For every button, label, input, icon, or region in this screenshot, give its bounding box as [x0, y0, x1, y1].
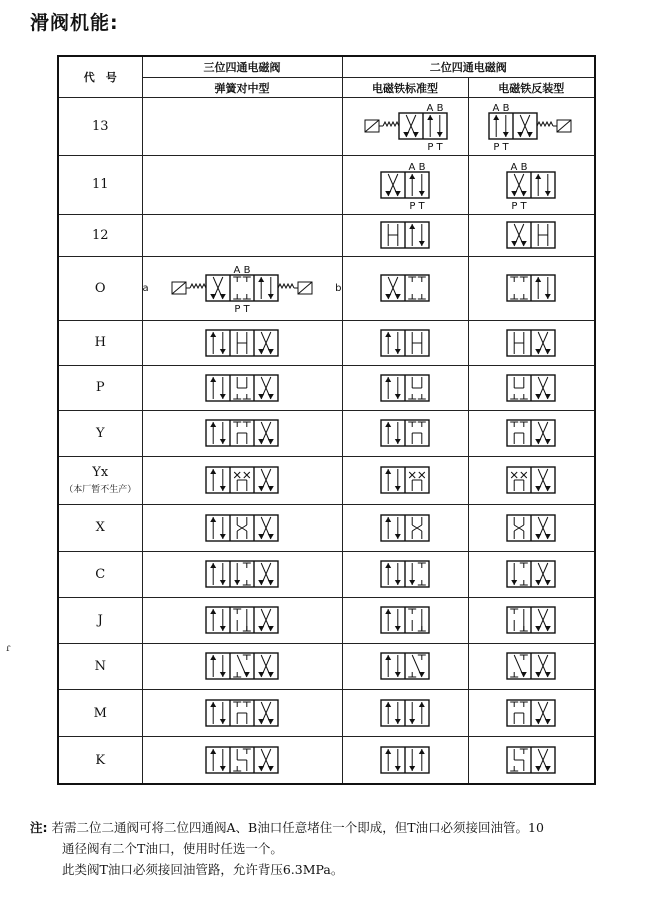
three-position-symbol: [206, 747, 278, 773]
reversed-solenoid-symbol: [507, 420, 555, 446]
three-position-symbol-cell: [142, 98, 342, 155]
standard-solenoid-symbol-cell: [342, 643, 468, 690]
reversed-solenoid-symbol-cell: [468, 737, 595, 784]
standard-solenoid-symbol: [381, 700, 429, 726]
standard-solenoid-symbol-cell: [342, 410, 468, 456]
svg-text:P T: P T: [234, 304, 250, 316]
three-position-symbol: [206, 653, 278, 679]
function-code-label: Y: [95, 425, 105, 441]
three-position-symbol: [206, 375, 278, 401]
reversed-solenoid-symbol-cell: [468, 504, 595, 551]
three-position-symbol: [206, 515, 278, 541]
reversed-solenoid-symbol: [507, 561, 555, 587]
svg-text:A B: A B: [233, 265, 251, 277]
reversed-solenoid-symbol-cell: [468, 256, 595, 320]
table-row: [58, 456, 595, 504]
reversed-solenoid-symbol-cell: [468, 551, 595, 597]
function-code-label: 12: [91, 227, 109, 243]
function-code: [58, 456, 142, 504]
table-row: [58, 504, 595, 551]
standard-solenoid-symbol: [381, 467, 429, 493]
three-position-header: 三位四通电磁阀: [142, 56, 342, 77]
reversed-solenoid-symbol-cell: [468, 214, 595, 256]
code-header: 代 号: [58, 56, 142, 98]
reversed-solenoid-symbol: [507, 607, 555, 633]
table-row: [58, 410, 595, 456]
function-code-label: P: [95, 380, 105, 396]
function-code-label: Yx: [92, 465, 109, 481]
three-position-symbol: [206, 330, 278, 356]
standard-solenoid-symbol-cell: [342, 214, 468, 256]
three-position-symbol-cell: [142, 214, 342, 256]
svg-text:A B: A B: [426, 103, 444, 115]
three-position-symbol-cell: [142, 551, 342, 597]
function-code: [58, 410, 142, 456]
standard-solenoid-symbol: [381, 222, 429, 248]
standard-solenoid-symbol-cell: [342, 737, 468, 784]
standard-solenoid-symbol: [381, 607, 429, 633]
solenoid-b-label: b: [335, 282, 342, 294]
function-code-label: H: [94, 335, 106, 351]
table-row: [58, 320, 595, 365]
reversed-solenoid-symbol-cell: [468, 98, 595, 155]
three-position-symbol-cell: [142, 456, 342, 504]
reversed-solenoid-symbol-cell: [468, 597, 595, 643]
standard-solenoid-symbol: [363, 101, 447, 154]
standard-solenoid-symbol-cell: [342, 155, 468, 214]
slide-valve-function-table: [57, 55, 596, 785]
reversed-solenoid-symbol: [507, 222, 555, 248]
standard-solenoid-header: 电磁铁标准型: [342, 77, 468, 97]
table-row: [58, 737, 595, 784]
table-row: [58, 365, 595, 410]
function-code: [58, 551, 142, 597]
function-code: [58, 737, 142, 784]
reversed-solenoid-symbol-cell: [468, 320, 595, 365]
three-position-symbol: [206, 420, 278, 446]
standard-solenoid-symbol-cell: [342, 456, 468, 504]
svg-text:P T: P T: [493, 142, 509, 154]
svg-text:A B: A B: [510, 161, 528, 173]
function-code: [58, 643, 142, 690]
note-line-2: 通径阀有二个T油口，使用时任选一个。: [62, 841, 283, 856]
solenoid-a-label: a: [142, 282, 149, 294]
three-position-symbol: [170, 263, 314, 316]
three-position-symbol-cell: [142, 737, 342, 784]
reversed-solenoid-header: 电磁铁反装型: [468, 77, 595, 97]
reversed-solenoid-symbol: [507, 160, 555, 210]
standard-solenoid-symbol-cell: [342, 98, 468, 155]
table-row: [58, 214, 595, 256]
svg-text:A B: A B: [408, 161, 426, 173]
function-code-label: 11: [91, 177, 109, 193]
standard-solenoid-symbol: [381, 653, 429, 679]
reversed-solenoid-symbol: [507, 515, 555, 541]
three-position-symbol-cell: [142, 410, 342, 456]
note-label: 注:: [30, 820, 48, 835]
reversed-solenoid-symbol-cell: [468, 690, 595, 737]
standard-solenoid-symbol: [381, 515, 429, 541]
function-code: [58, 320, 142, 365]
standard-solenoid-symbol: [381, 747, 429, 773]
reversed-solenoid-symbol: [507, 375, 555, 401]
reversed-solenoid-symbol: [507, 653, 555, 679]
page-title: 滑阀机能:: [30, 12, 119, 34]
function-code-label: O: [94, 280, 106, 296]
standard-solenoid-symbol: [381, 330, 429, 356]
table-row: [58, 98, 595, 155]
reversed-solenoid-symbol: [507, 700, 555, 726]
table-row: [58, 256, 595, 320]
three-position-symbol: [206, 607, 278, 633]
function-code-label: J: [97, 612, 103, 628]
function-code: [58, 597, 142, 643]
reversed-solenoid-symbol: [507, 275, 555, 301]
function-code: [58, 365, 142, 410]
standard-solenoid-symbol-cell: [342, 256, 468, 320]
function-code: [58, 214, 142, 256]
reversed-solenoid-symbol-cell: [468, 365, 595, 410]
svg-text:P T: P T: [511, 200, 527, 212]
svg-text:A B: A B: [492, 103, 510, 115]
note-line-1: 若需二位二通阀可将二位四通阀A、B油口任意堵住一个即成，但T油口必须接回油管。10: [51, 820, 544, 835]
reversed-solenoid-symbol: [507, 747, 555, 773]
note-line-3: 此类阀T油口必须接回油管路，允许背压6.3MPa。: [62, 862, 344, 877]
standard-solenoid-symbol-cell: [342, 365, 468, 410]
standard-solenoid-symbol-cell: [342, 320, 468, 365]
three-position-symbol-cell: [142, 365, 342, 410]
standard-solenoid-symbol: [381, 561, 429, 587]
stray-mark: ɾ: [6, 643, 11, 654]
footnote: [30, 817, 640, 880]
three-position-symbol-cell: [142, 256, 342, 320]
standard-solenoid-symbol-cell: [342, 551, 468, 597]
three-position-symbol: [206, 467, 278, 493]
three-position-symbol-cell: [142, 320, 342, 365]
svg-text:P T: P T: [409, 200, 425, 212]
function-code-label: M: [93, 705, 107, 721]
two-position-header: 二位四通电磁阀: [342, 56, 595, 77]
function-code-label: 13: [91, 118, 109, 134]
function-code-label: X: [95, 520, 105, 536]
table-row: [58, 551, 595, 597]
function-code-label: C: [95, 566, 106, 582]
function-code-label: K: [95, 752, 106, 768]
reversed-solenoid-symbol: [507, 330, 555, 356]
function-code: [58, 155, 142, 214]
function-code: [58, 98, 142, 155]
standard-solenoid-symbol: [381, 375, 429, 401]
standard-solenoid-symbol: [381, 420, 429, 446]
reversed-solenoid-symbol-cell: [468, 155, 595, 214]
table-row: [58, 643, 595, 690]
spring-centered-header: 弹簧对中型: [142, 77, 342, 97]
standard-solenoid-symbol: [381, 160, 429, 210]
three-position-symbol-cell: [142, 690, 342, 737]
reversed-solenoid-symbol: [489, 101, 573, 154]
three-position-symbol: [206, 700, 278, 726]
three-position-symbol-cell: [142, 504, 342, 551]
table-row: [58, 690, 595, 737]
table-row: [58, 597, 595, 643]
reversed-solenoid-symbol-cell: [468, 643, 595, 690]
standard-solenoid-symbol-cell: [342, 690, 468, 737]
function-code: [58, 256, 142, 320]
standard-solenoid-symbol-cell: [342, 597, 468, 643]
three-position-symbol-cell: [142, 155, 342, 214]
standard-solenoid-symbol-cell: [342, 504, 468, 551]
reversed-solenoid-symbol-cell: [468, 410, 595, 456]
reversed-solenoid-symbol-cell: [468, 456, 595, 504]
function-code: [58, 504, 142, 551]
table-row: [58, 155, 595, 214]
function-code-label: N: [94, 658, 106, 674]
standard-solenoid-symbol: [381, 275, 429, 301]
three-position-symbol: [206, 561, 278, 587]
svg-text:P T: P T: [427, 142, 443, 154]
three-position-symbol-cell: [142, 643, 342, 690]
function-code-note: （本厂暂不生产）: [64, 485, 137, 496]
function-code: [58, 690, 142, 737]
three-position-symbol-cell: [142, 597, 342, 643]
reversed-solenoid-symbol: [507, 467, 555, 493]
